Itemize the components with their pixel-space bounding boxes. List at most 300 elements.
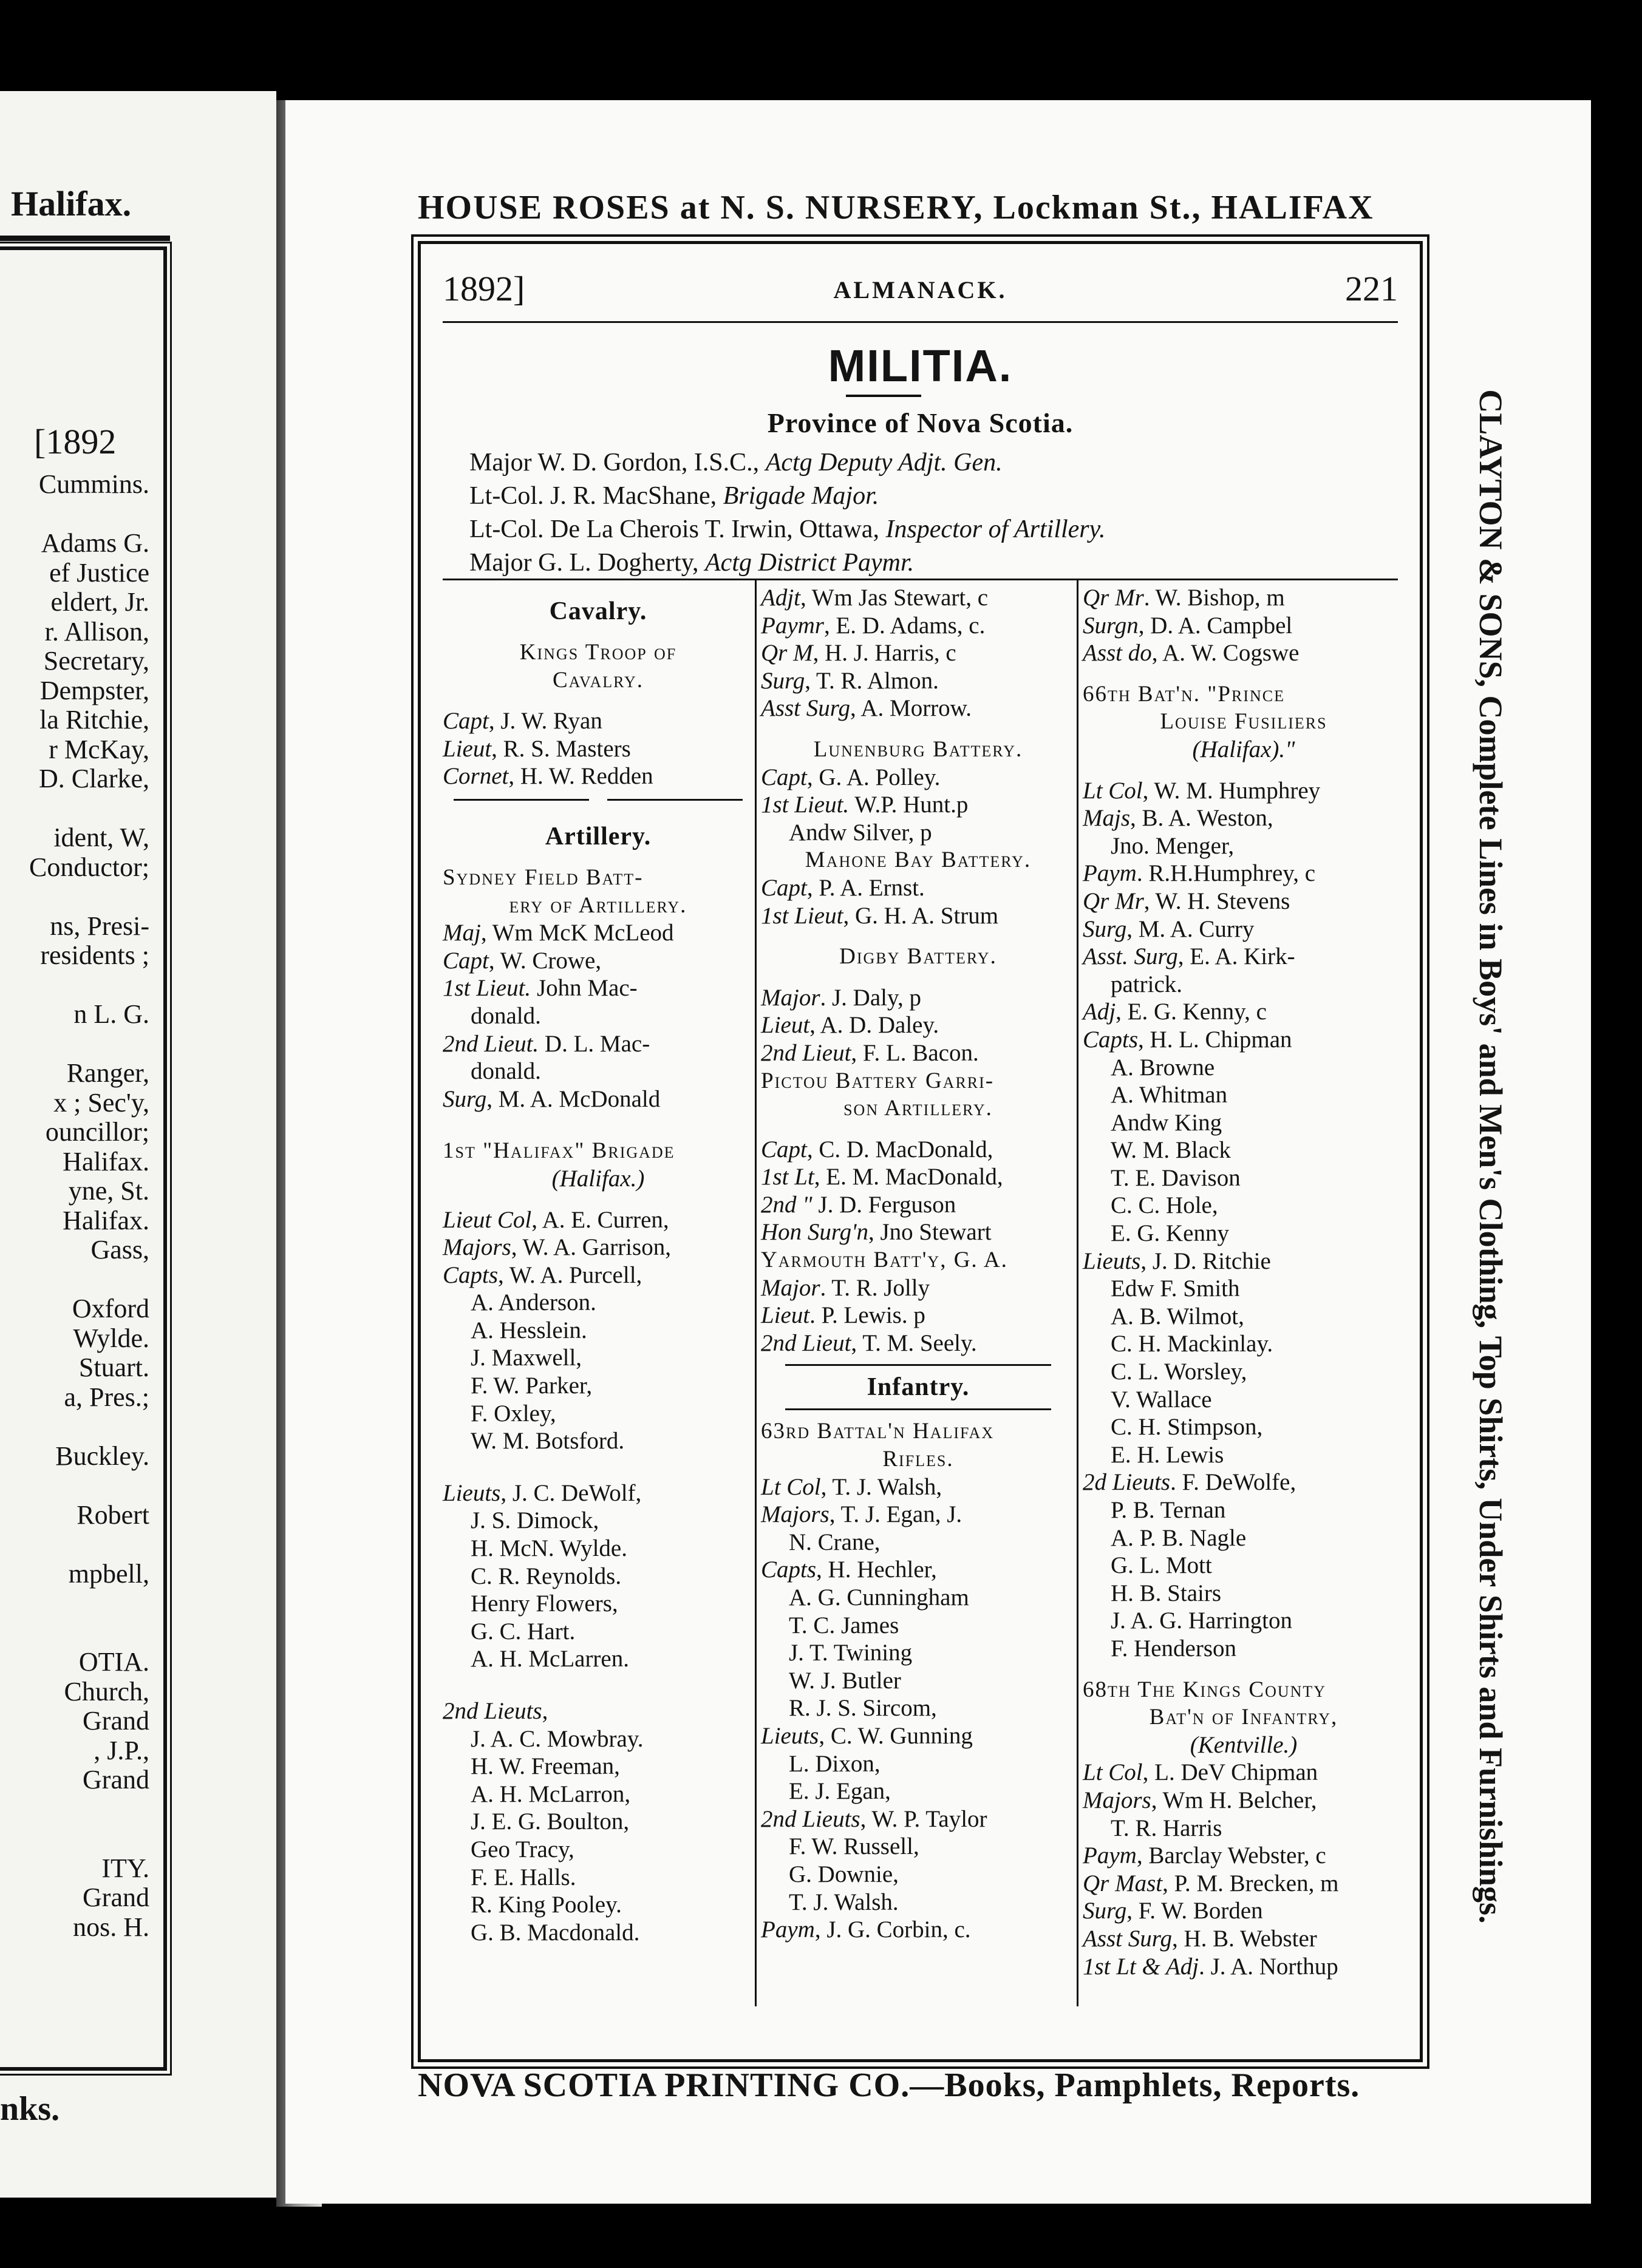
- officer-name: , W. Crowe,: [488, 947, 602, 974]
- officer-name: , T. M. Seely.: [851, 1329, 977, 1356]
- officer-entry: [761, 819, 1075, 847]
- page-frame: [418, 241, 1423, 2062]
- officer-list: [761, 764, 1075, 847]
- officer-entry: [1083, 1787, 1405, 1815]
- officer-name: donald.: [471, 1058, 541, 1085]
- officer-rank: Qr Mr: [1083, 888, 1144, 914]
- officer-line: Lt-Col. J. R. MacShane, Brigade Major.: [469, 482, 879, 510]
- officer-rank: Asst. Surg: [1083, 943, 1178, 970]
- left-page-line: [0, 1471, 149, 1501]
- unit-heading: Digby Battery.: [839, 944, 997, 969]
- officer-rank: 1st Lieut.: [761, 792, 850, 818]
- officer-name: H. W. Freeman,: [471, 1753, 620, 1780]
- officer-name: , P. A. Ernst.: [806, 874, 925, 901]
- officer-entry: [443, 1836, 754, 1864]
- officer-name: Edw F. Smith: [1111, 1275, 1240, 1302]
- officer-name: . P. Lewis. p: [809, 1302, 925, 1329]
- officer-entry: [761, 791, 1075, 819]
- left-page-line: [0, 1824, 149, 1854]
- officer-name: V. Wallace: [1111, 1386, 1212, 1413]
- top-advert-banner: HOUSE ROSES at N. S. NURSERY, Lockman St., HALIFAX: [418, 189, 1374, 226]
- officer-entry: [761, 584, 1075, 612]
- officer-name: J. A. G. Harrington: [1111, 1608, 1292, 1634]
- left-page-line: ident, W,: [53, 823, 149, 852]
- officer-entry: [1083, 639, 1405, 667]
- unit-heading: Yarmouth Batt'y, G. A.: [761, 1248, 1008, 1273]
- officer-name: . J. A. Northup: [1199, 1953, 1338, 1980]
- officer-name: A. P. B. Nagle: [1111, 1524, 1247, 1551]
- officer-rank: Capt: [443, 947, 489, 974]
- side-advert-banner: CLAYTON & SONS, Complete Lines in Boys' and Men's Clothing, Top Shirts, Under Shirts and Furnishings.: [1473, 389, 1509, 1924]
- officer-name: L. Dixon,: [789, 1750, 881, 1777]
- provincial-officers: [469, 446, 1350, 580]
- officer-name: , W. P. Taylor: [860, 1805, 987, 1832]
- officer-rank: Majors: [443, 1234, 511, 1261]
- column-rule: [1077, 580, 1078, 2006]
- officer-name: H. B. Stairs: [1111, 1580, 1222, 1606]
- officer-name: E. H. Lewis: [1111, 1441, 1224, 1468]
- officer-entry: [1083, 832, 1405, 860]
- officer-name: , G. H. A. Strum: [843, 902, 999, 929]
- officer-entry: [443, 1507, 754, 1535]
- officer-rank: Paymr: [761, 612, 824, 639]
- officer-rank: Capts: [443, 1261, 499, 1288]
- officer-name: , F. L. Bacon.: [851, 1039, 979, 1066]
- officer-rank: Hon Surg'n: [761, 1219, 868, 1246]
- unit-place: (Halifax.): [551, 1165, 645, 1192]
- left-page-line: [0, 971, 149, 1000]
- left-page-line: Halifax.: [63, 1205, 149, 1235]
- officer-rank: Surg: [1083, 915, 1127, 942]
- officer-name: A. H. McLarren.: [471, 1646, 629, 1672]
- officer-entry: [761, 1612, 1075, 1640]
- officer-entry: [761, 1473, 1075, 1501]
- left-page-line: Wylde.: [73, 1323, 149, 1353]
- officer-entry: [1083, 1552, 1405, 1580]
- left-page-line: Gass,: [90, 1235, 149, 1265]
- officer-name: G. Downie,: [789, 1861, 899, 1887]
- officer-entry: [1083, 584, 1405, 612]
- officer-rank: 2nd Lieut: [761, 1039, 851, 1066]
- officer-name: , W. H. Stevens: [1143, 888, 1290, 914]
- officer-entry: [1083, 971, 1405, 999]
- left-page-line: [0, 1530, 149, 1560]
- officer-entry: [1083, 1496, 1405, 1524]
- officer-rank: 2nd Lieut: [761, 1329, 851, 1356]
- left-page-line: r McKay,: [49, 734, 149, 764]
- officer-name: , Wm Jas Stewart, c: [800, 585, 989, 611]
- officer-entry: [761, 1639, 1075, 1667]
- header-rule: [443, 579, 1398, 580]
- left-page-line: Dempster,: [39, 675, 149, 705]
- officer-entry: [443, 1317, 754, 1345]
- officer-entry: [443, 1645, 754, 1673]
- officer-entry: [761, 1218, 1075, 1246]
- officer-entry: [443, 1618, 754, 1646]
- left-page-line: Cummins.: [38, 469, 149, 499]
- left-page-line: Secretary,: [43, 646, 149, 676]
- officer-rank: Qr M: [761, 640, 813, 667]
- column-2: [761, 584, 1075, 1944]
- officer-name: A. B. Wilmot,: [1111, 1303, 1244, 1329]
- almanack-page: [285, 100, 1591, 2204]
- officer-entry: [443, 1697, 754, 1725]
- officer-entry: [443, 1372, 754, 1400]
- officer-entry: [1083, 915, 1405, 943]
- officer-entry: [761, 1889, 1075, 1917]
- officer-entry: [1083, 1248, 1405, 1275]
- officer-rank: 2nd Lieuts: [443, 1698, 542, 1724]
- title-rule: [846, 395, 921, 397]
- officer-entry: [761, 1861, 1075, 1889]
- column-rule: [755, 580, 757, 2006]
- officer-name: Geo Tracy,: [471, 1836, 574, 1862]
- officer-name: , A. W. Cogswe: [1151, 640, 1300, 667]
- officer-name: , C. D. MacDonald,: [806, 1136, 993, 1163]
- left-page-line: D. Clarke,: [38, 764, 149, 793]
- officer-entry: [1083, 888, 1405, 915]
- unit-heading: son Artillery.: [843, 1096, 993, 1121]
- officer-rank: Majors: [1083, 1787, 1151, 1813]
- officer-rank: 1st Lieut.: [443, 975, 531, 1002]
- officer-name: J. A. C. Mowbray.: [471, 1725, 644, 1752]
- officer-entry: [443, 1535, 754, 1563]
- officer-list: [443, 1206, 754, 1455]
- officer-list: [761, 1473, 1075, 1944]
- officer-list: [443, 1479, 754, 1673]
- left-page-line: Stuart.: [78, 1353, 149, 1382]
- officer-name: W. M. Black: [1111, 1137, 1231, 1164]
- officer-line: Major G. L. Dogherty, Actg District Paymr.: [469, 549, 915, 577]
- section-divider: [785, 1408, 1051, 1410]
- officer-entry: [761, 1039, 1075, 1067]
- officer-entry: [1083, 1358, 1405, 1386]
- officer-entry: [443, 1030, 754, 1058]
- officer-rank: Lt Col: [1083, 777, 1143, 804]
- officer-name: A. Hesslein.: [471, 1317, 587, 1343]
- officer-entry: [1083, 1635, 1405, 1663]
- officer-name: ,: [542, 1698, 548, 1724]
- officer-entry: [761, 1274, 1075, 1302]
- officer-entry: [1083, 1109, 1405, 1137]
- officer-rank: 2d Lieuts: [1083, 1469, 1171, 1496]
- left-page-line: ef Justice: [49, 557, 149, 588]
- officer-entry: [443, 919, 754, 947]
- officer-name: , M. A. McDonald: [486, 1085, 661, 1112]
- officer-line: Lt-Col. De La Cherois T. Irwin, Ottawa, Inspector of Artillery.: [469, 515, 1106, 543]
- officer-entry: [443, 1002, 754, 1030]
- officer-name: J. T. Twining: [789, 1640, 913, 1666]
- officer-rank: 2nd Lieut.: [443, 1030, 539, 1057]
- officer-name: , L. DeV Chipman: [1142, 1759, 1318, 1786]
- officer-name: , H. Hechler,: [816, 1557, 937, 1583]
- left-page-line: Halifax.: [63, 1146, 149, 1176]
- officer-rank: Asst Surg: [761, 695, 850, 722]
- officer-rank: Major: [761, 984, 820, 1011]
- left-page-line: ITY.: [101, 1853, 149, 1883]
- left-page-line: Grand: [83, 1706, 149, 1736]
- officer-entry: [443, 1563, 754, 1591]
- officer-entry: [1083, 777, 1405, 805]
- unit-heading: Rifles.: [882, 1447, 954, 1472]
- officer-entry: [443, 1289, 754, 1317]
- officer-name: W. M. Botsford.: [471, 1428, 625, 1455]
- officer-name: T. C. James: [789, 1612, 899, 1638]
- officer-rank: Lieut: [761, 1302, 810, 1329]
- officer-entry: [1083, 860, 1405, 888]
- officer-rank: Lieut Col: [443, 1206, 532, 1233]
- officer-name: , H. L. Chipman: [1138, 1026, 1292, 1053]
- officer-entry: [761, 1501, 1075, 1529]
- officer-entry: [761, 667, 1075, 695]
- officer-entry: [1083, 1303, 1405, 1331]
- left-page-line: [0, 1618, 149, 1648]
- officer-rank: Lt Col: [1083, 1759, 1143, 1786]
- officer-entry: [1083, 1607, 1405, 1635]
- officer-name: F. W. Parker,: [471, 1373, 593, 1399]
- officer-name: , J. D. Ritchie: [1140, 1248, 1271, 1274]
- left-page-line: eldert, Jr.: [50, 587, 149, 617]
- officer-name: F. Oxley,: [471, 1400, 556, 1427]
- officer-rank: Qr Mr: [1083, 585, 1144, 611]
- officer-name: J. E. G. Boulton,: [471, 1808, 630, 1835]
- left-page-line: [0, 1265, 149, 1295]
- officer-name: A. Anderson.: [471, 1289, 596, 1316]
- officer-rank: Paym: [1083, 1842, 1137, 1869]
- unit-heading: Pictou Battery Garri-: [761, 1068, 995, 1093]
- unit-heading: Louise Fusiliers: [1160, 709, 1327, 735]
- officer-name: , T. R. Almon.: [805, 667, 939, 694]
- officer-name: , D. A. Campbel: [1138, 612, 1293, 639]
- officer-name: Andw Silver, p: [789, 819, 932, 846]
- officer-name: , A. Morrow.: [850, 695, 972, 722]
- left-page-line: Church,: [64, 1676, 149, 1706]
- left-page-line: Oxford: [72, 1294, 149, 1323]
- officer-list: [761, 584, 1075, 722]
- officer-entry: [1083, 1275, 1405, 1303]
- officer-name: , A. D. Daley.: [809, 1012, 939, 1039]
- officer-entry: [443, 1891, 754, 1919]
- officer-name: F. W. Russell,: [789, 1833, 919, 1860]
- officer-name: patrick.: [1111, 971, 1183, 997]
- unit-heading: ery of Artillery.: [509, 892, 687, 918]
- officer-entry: [443, 1058, 754, 1085]
- officer-name: G. B. Macdonald.: [471, 1919, 640, 1946]
- left-page-line: OTIA.: [78, 1647, 149, 1677]
- officer-entry: [761, 1163, 1075, 1191]
- officer-entry: [761, 1136, 1075, 1164]
- officer-rank: 2nd ": [761, 1191, 812, 1218]
- officer-name: John Mac-: [531, 975, 638, 1002]
- column-3: [1083, 584, 1405, 1980]
- left-page-line: residents ;: [40, 940, 149, 970]
- officer-line: Major W. D. Gordon, I.S.C., Actg Deputy Adjt. Gen.: [469, 449, 1003, 477]
- officer-rank: Paym: [761, 1917, 815, 1943]
- officer-entry: [761, 1556, 1075, 1584]
- officer-entry: [1083, 1330, 1405, 1358]
- left-page-line: Robert: [77, 1499, 149, 1530]
- officer-entry: [443, 1234, 754, 1261]
- officer-entry: [1083, 1953, 1405, 1981]
- left-page-line: [0, 1589, 149, 1618]
- officer-name: W. J. Butler: [789, 1667, 901, 1694]
- left-page-line: nos. H.: [73, 1912, 149, 1942]
- officer-entry: [761, 1805, 1075, 1833]
- officer-name: , E. M. MacDonald,: [814, 1164, 1003, 1190]
- officer-entry: [1083, 1815, 1405, 1842]
- officer-rank: Capts: [761, 1557, 817, 1583]
- unit-place: (Halifax).": [1192, 736, 1295, 762]
- officer-rank: Capts: [1083, 1026, 1139, 1053]
- officer-name: donald.: [471, 1002, 541, 1029]
- officer-list: [443, 1697, 754, 1946]
- page-title: MILITIA.: [828, 341, 1013, 391]
- officer-list: [761, 1136, 1075, 1246]
- officer-entry: [761, 1833, 1075, 1861]
- officer-entry: [1083, 1386, 1405, 1414]
- officer-rank: Maj: [443, 920, 481, 946]
- unit-heading: Sydney Field Batt-: [443, 864, 644, 890]
- left-page-line: Adams G.: [41, 528, 149, 558]
- officer-rank: Adjt: [761, 585, 800, 611]
- officer-entry: [1083, 1026, 1405, 1054]
- unit-heading: 66th Bat'n. "Prince: [1083, 681, 1285, 707]
- officer-rank: Capt: [443, 708, 489, 735]
- officer-rank: Asst Surg: [1083, 1925, 1172, 1952]
- officer-name: , J. G. Corbin, c.: [814, 1917, 971, 1943]
- officer-list: [761, 1274, 1075, 1357]
- left-page-line: Conductor;: [29, 852, 149, 882]
- officer-entry: [1083, 1441, 1405, 1469]
- officer-list: [761, 874, 1075, 929]
- officer-rank: Surgn: [1083, 612, 1139, 639]
- officer-rank: Surg: [443, 1085, 487, 1112]
- running-head-rule: [443, 321, 1398, 323]
- officer-name: . F. DeWolfe,: [1170, 1469, 1296, 1496]
- officer-name: A. Whitman: [1111, 1082, 1228, 1109]
- officer-name: E. J. Egan,: [789, 1778, 891, 1805]
- officer-entry: [1083, 998, 1405, 1026]
- officer-entry: [443, 1206, 754, 1234]
- officer-name: . J. Daly, p: [820, 984, 921, 1011]
- officer-entry: [443, 1400, 754, 1428]
- officer-rank: Capt: [761, 764, 807, 790]
- left-page-line: ns, Presi-: [50, 911, 149, 941]
- officer-rank: Lieuts: [443, 1479, 501, 1506]
- officer-rank: 1st Lt: [761, 1164, 814, 1190]
- officer-rank: Majs: [1083, 805, 1130, 832]
- unit-heading: Cavalry.: [552, 667, 644, 693]
- officer-entry: [1083, 1468, 1405, 1496]
- officer-name: . W. Bishop, m: [1143, 585, 1285, 611]
- officer-entry: [443, 947, 754, 975]
- officer-rank: Surg: [761, 667, 805, 694]
- bottom-advert-banner: NOVA SCOTIA PRINTING CO.—Books, Pamphlets, Reports.: [418, 2066, 1360, 2104]
- left-page-lines: [0, 470, 149, 1942]
- officer-name: T. E. Davison: [1111, 1164, 1241, 1191]
- officer-rank: Qr Mast: [1083, 1870, 1163, 1896]
- officer-name: , J. C. DeWolf,: [500, 1479, 642, 1506]
- officer-name: . R.H.Humphrey, c: [1136, 860, 1316, 887]
- officer-entry: [761, 1722, 1075, 1750]
- officer-name: J. Maxwell,: [471, 1345, 582, 1371]
- officer-name: C. C. Hole,: [1111, 1192, 1218, 1219]
- section-divider: [454, 799, 743, 801]
- left-page-line: , J.P.,: [94, 1735, 149, 1765]
- officer-name: , F. W. Borden: [1126, 1898, 1263, 1924]
- officer-entry: [761, 1777, 1075, 1805]
- left-page-line: ouncillor;: [45, 1117, 149, 1147]
- left-page-footer: nks.: [0, 2090, 60, 2128]
- officer-name: , E. A. Kirk-: [1177, 943, 1295, 970]
- section-divider: [785, 1364, 1051, 1366]
- unit-heading: Lunenburg Battery.: [813, 736, 1023, 762]
- officer-list: [1083, 1759, 1405, 1980]
- officer-name: N. Crane,: [789, 1529, 881, 1555]
- officer-name: , P. M. Brecken, m: [1162, 1870, 1339, 1896]
- officer-name: , C. W. Gunning: [819, 1722, 973, 1749]
- officer-entry: [443, 707, 754, 735]
- officer-entry: [1083, 1164, 1405, 1192]
- officer-entry: [761, 874, 1075, 902]
- unit-heading: 63rd Battal'n Halifax: [761, 1419, 995, 1444]
- officer-list: [761, 984, 1075, 1067]
- officer-name: G. C. Hart.: [471, 1618, 576, 1645]
- left-page-line: r. Allison,: [44, 616, 149, 647]
- officer-entry: [443, 1261, 754, 1289]
- officer-entry: [443, 1781, 754, 1808]
- officer-entry: [1083, 1580, 1405, 1608]
- officer-name: D. L. Mac-: [539, 1030, 650, 1057]
- officer-name: F. E. Halls.: [471, 1864, 576, 1890]
- officer-name: C. R. Reynolds.: [471, 1563, 622, 1589]
- left-page-header: Halifax.: [11, 184, 132, 223]
- left-page-line: mpbell,: [68, 1558, 149, 1589]
- officer-name: Henry Flowers,: [471, 1591, 618, 1617]
- officer-name: , T. J. Egan, J.: [829, 1501, 962, 1528]
- officer-rank: Capt: [761, 1136, 807, 1163]
- officer-name: E. G. Kenny: [1111, 1220, 1229, 1247]
- officer-entry: [761, 1011, 1075, 1039]
- officer-name: H. McN. Wylde.: [471, 1535, 627, 1562]
- officer-rank: Lieut: [761, 1012, 810, 1039]
- officer-name: , T. J. Walsh,: [820, 1473, 942, 1500]
- officer-name: T. J. Walsh.: [789, 1889, 899, 1915]
- left-page-line: [0, 500, 149, 529]
- officer-entry: [443, 974, 754, 1002]
- left-page-line: x ; Sec'y,: [53, 1087, 149, 1118]
- officer-name: , W. A. Garrison,: [511, 1234, 671, 1261]
- left-page-line: Grand: [83, 1765, 149, 1794]
- officer-name: P. B. Ternan: [1111, 1497, 1226, 1523]
- officer-name: , R. S. Masters: [491, 735, 631, 762]
- officer-entry: [443, 762, 754, 790]
- left-page-line: [0, 1412, 149, 1442]
- officer-name: , Wm McK McLeod: [480, 920, 674, 946]
- officer-entry: [443, 1725, 754, 1753]
- left-page-line: [0, 1795, 149, 1825]
- officer-name: , A. E. Curren,: [531, 1206, 669, 1233]
- officer-name: R. King Pooley.: [471, 1892, 622, 1918]
- left-page-line: [0, 1030, 149, 1059]
- officer-entry: [761, 1302, 1075, 1329]
- officer-entry: [443, 1753, 754, 1781]
- officer-entry: [761, 1329, 1075, 1357]
- left-page-line: Ranger,: [66, 1058, 149, 1088]
- officer-entry: [1083, 943, 1405, 971]
- officer-entry: [1083, 1842, 1405, 1870]
- officer-entry: [443, 1864, 754, 1892]
